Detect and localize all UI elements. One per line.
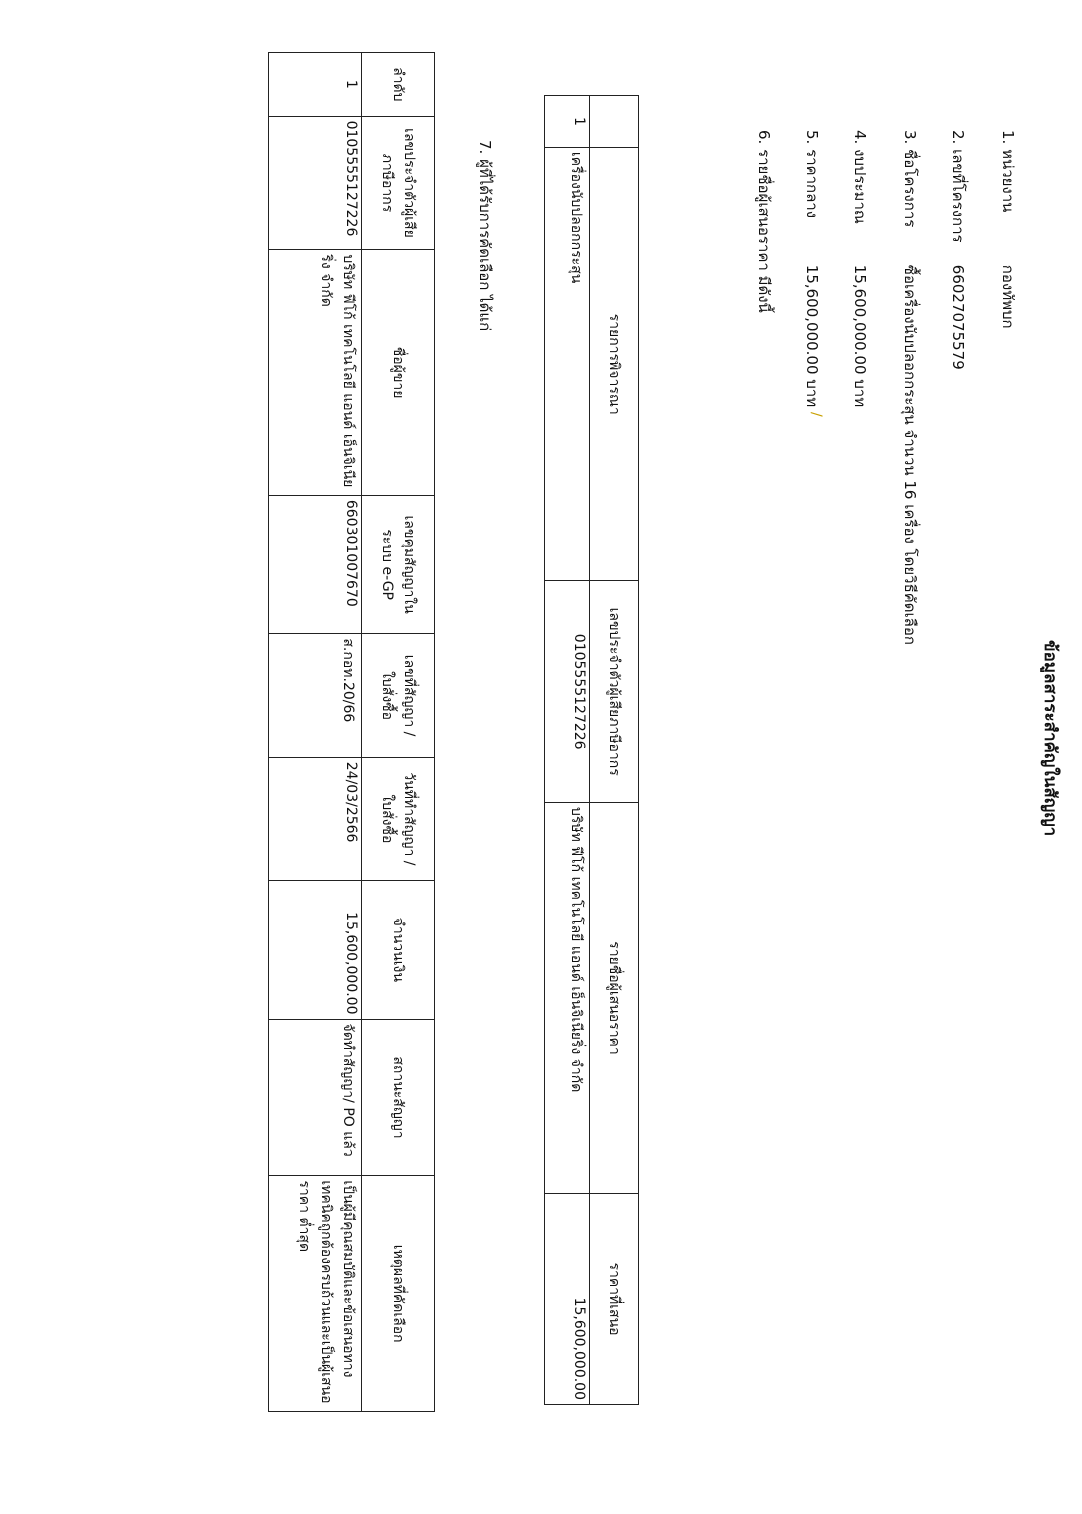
offers-header-item: รายการพิจารณา [590,147,639,581]
winner-cell-no: 1 [269,53,362,117]
winner-cell-egp: 660301007670 [269,495,362,634]
info-project-no-value: 66027075579 [949,264,967,370]
offers-cell-item: เครื่องนับปลอกกระสุน [545,147,590,581]
info-project-no [946,130,970,370]
offers-header-name: รายชื่อผู้เสนอราคา [590,802,639,1193]
info-project-name [898,130,922,645]
winner-cell-status: จัดทำสัญญา/ PO แล้ว [269,1019,362,1176]
check-mark-icon: / [808,412,824,417]
offers-header-row [590,96,639,1405]
winner-cell-amount: 15,600,000.00 [269,881,362,1019]
info-agency-value: กองทัพบก [999,264,1017,329]
winner-header-vendor: ชื่อผู้ขาย [362,250,435,495]
offers-cell-name: บริษัท ฟีโก้ เทคโนโลยี แอนด์ เอ็นจิเนียริ่ง จำกัด [545,802,590,1193]
winner-header-contract-no: เลขที่สัญญา / ใบสั่งซื้อ [362,634,435,757]
table-row [545,96,590,1405]
table-row [269,53,362,1412]
winner-header-tax-id: เลขประจำตัวผู้เสียภาษีอากร [362,116,435,250]
info-project-no-label: 2. เลขที่โครงการ [949,130,967,243]
info-project-name-value: ซื้อเครื่องนับปลอกกระสุน จำนวน 16 เครื่อง โดยวิธีคัดเลือก [901,264,919,645]
winner-header-status: สถานะสัญญา [362,1019,435,1176]
offers-header-no [590,96,639,148]
winner-cell-tax-id: 0105555127226 [269,116,362,250]
winner-table [268,52,435,1412]
info-agency-label: 1. หน่วยงาน [999,130,1017,213]
winner-cell-reason: เป็นผู้มีคุณสมบัติและข้อเสนอทางเทคนิคถูกต้องครบถ้วนและเป็นผู้เสนอราคา ต่ำสุด [269,1176,362,1412]
offers-cell-price: 15,600,000.00 [545,1194,590,1405]
offers-cell-tax-id: 0105555127226 [545,581,590,803]
info-agency [996,130,1020,329]
winner-header-egp: เลขคุมสัญญาในระบบ e-GP [362,495,435,634]
offers-table [544,95,639,1405]
offers-header-tax-id: เลขประจำตัวผู้เสียภาษีอากร [590,581,639,803]
info-bidders-label: 6. รายชื่อผู้เสนอราคา มีดังนี้ [755,130,773,313]
winner-header-date: วันที่ทำสัญญา / ใบสั่งซื้อ [362,757,435,880]
document-title: ข้อมูลสาระสำคัญในสัญญา [1040,640,1060,837]
winner-cell-vendor: บริษัท ฟีโก้ เทคโนโลยี แอนด์ เอ็นจิเนียริ่ง จำกัด [269,250,362,495]
winner-header-reason: เหตุผลที่คัดเลือก [362,1176,435,1412]
winner-header-no: ลำดับ [362,53,435,117]
offers-header-price: ราคาที่เสนอ [590,1194,639,1405]
info-budget-value: 15,600,000.00 บาท [851,264,869,408]
winner-header-amount: จำนวนเงิน [362,881,435,1019]
offers-cell-no: 1 [545,96,590,148]
winner-header-row [362,53,435,1412]
winner-cell-date: 24/03/2566 [269,757,362,880]
winner-cell-contract-no: ส.กอท.20/66 [269,634,362,757]
info-project-name-label: 3. ชื่อโครงการ [901,130,919,228]
info-bidders-heading [752,130,776,313]
info-median-price-value: 15,600,000.00 บาท [803,264,821,408]
info-median-price-label: 5. ราคากลาง [803,130,821,219]
section-7-heading: 7. ผู้ที่ได้รับการคัดเลือก ได้แก่ [476,140,494,332]
info-median-price [800,130,824,407]
info-budget-label: 4. งบประมาณ [851,130,869,224]
info-budget [848,130,872,407]
